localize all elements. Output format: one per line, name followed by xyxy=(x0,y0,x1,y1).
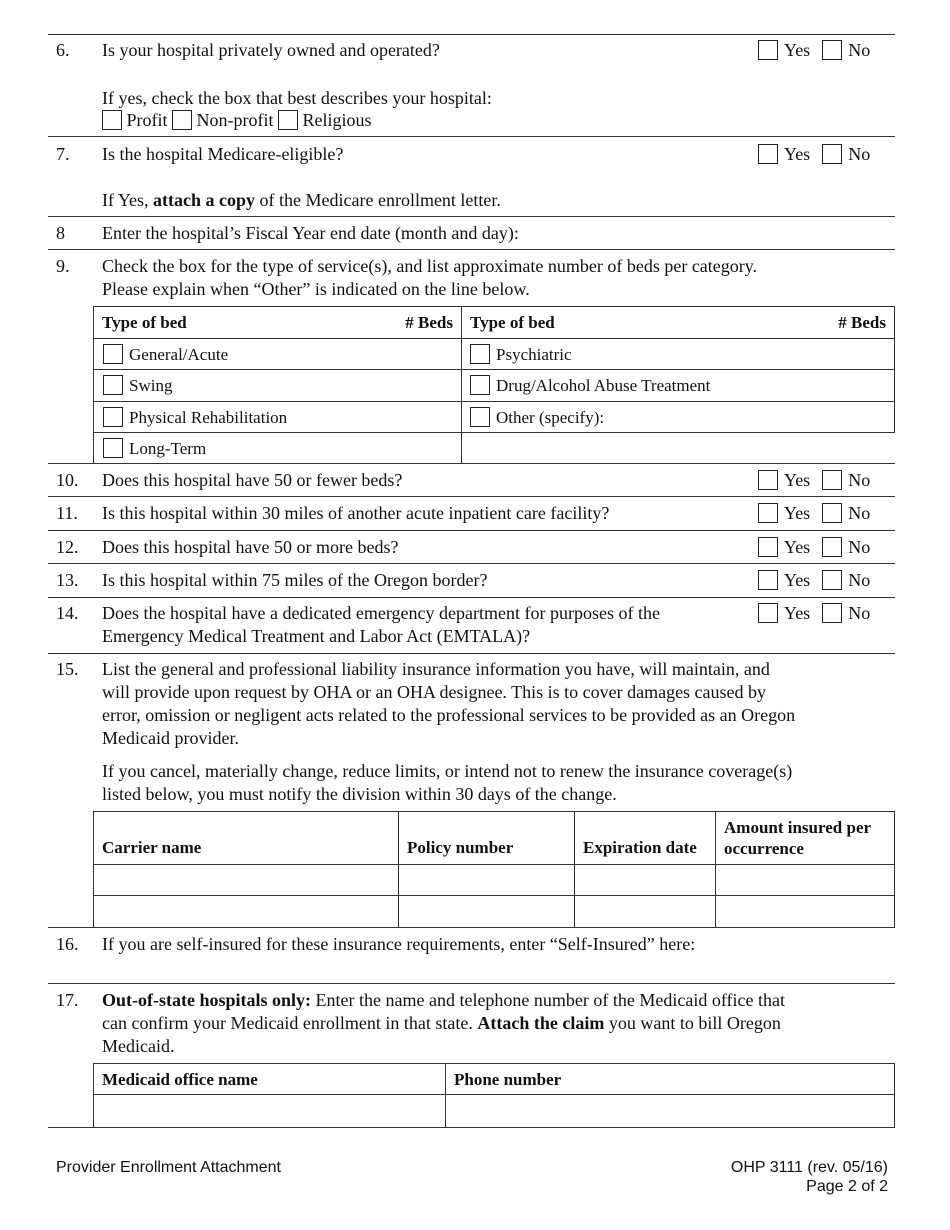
q12-yes-no xyxy=(758,536,870,559)
bed-row xyxy=(94,370,462,402)
divider xyxy=(48,927,895,928)
q13-number: 13. xyxy=(56,570,79,590)
q10-yes-checkbox[interactable] xyxy=(758,470,778,490)
long-term-checkbox[interactable] xyxy=(103,438,123,458)
q11-number: 11. xyxy=(56,503,78,523)
q12-question: Does this hospital have 50 or more beds? xyxy=(102,537,399,557)
other-checkbox[interactable] xyxy=(470,407,490,427)
q12-no-checkbox[interactable] xyxy=(822,537,842,557)
q8-question: Enter the hospital’s Fiscal Year end date (month and day): xyxy=(102,223,519,243)
q17-bold1: Out-of-state hospitals only: xyxy=(102,990,312,1010)
q10-number: 10. xyxy=(56,470,79,490)
bed-type-label: Drug/Alcohol Abuse Treatment xyxy=(496,376,711,395)
divider xyxy=(48,463,895,464)
q7-question: Is the hospital Medicare-eligible? xyxy=(102,144,344,164)
expiration-date-cell[interactable] xyxy=(575,865,716,896)
q6-no-checkbox[interactable] xyxy=(822,40,842,60)
q17-text1: Enter the name and telephone number of the Medicaid office that xyxy=(311,990,786,1010)
medicaid-office-name-cell[interactable] xyxy=(94,1095,446,1128)
psychiatric-checkbox[interactable] xyxy=(470,344,490,364)
yes-label: Yes xyxy=(784,537,811,557)
q6-options xyxy=(102,109,372,132)
bed-type-table xyxy=(93,306,895,464)
bed-row xyxy=(462,339,895,370)
q17-line2-pre: can confirm your Medicaid enrollment in that state. xyxy=(102,1013,478,1033)
q9-line1: Check the box for the type of service(s), and list approximate number of beds per category. xyxy=(102,256,758,276)
no-label: No xyxy=(848,470,871,490)
q15-para2-line2: listed below, you must notify the division within 30 days of the change. xyxy=(102,784,617,804)
amount-insured-cell[interactable] xyxy=(716,896,895,928)
q15-para1-line2: will provide upon request by OHA or an OHA designee. This is to cover damages caused by xyxy=(102,682,767,702)
policy-number-cell[interactable] xyxy=(399,896,575,928)
swing-checkbox[interactable] xyxy=(103,375,123,395)
q16-question: If you are self-insured for these insurance requirements, enter “Self-Insured” here: xyxy=(102,934,696,954)
no-label: No xyxy=(848,603,871,623)
q7-yes-checkbox[interactable] xyxy=(758,144,778,164)
general-acute-checkbox[interactable] xyxy=(103,344,123,364)
q10-yes-no xyxy=(758,469,870,492)
q17-bold2: Attach the claim xyxy=(477,1013,605,1033)
q6-yes-no xyxy=(758,39,870,62)
q16-number: 16. xyxy=(56,934,79,954)
religious-checkbox[interactable] xyxy=(278,110,298,130)
divider xyxy=(48,983,895,984)
beds-header: # Beds xyxy=(405,313,453,332)
divider-bottom xyxy=(48,1127,895,1128)
q9-number: 9. xyxy=(56,256,70,276)
divider xyxy=(48,136,895,137)
q14-number: 14. xyxy=(56,603,79,623)
amount-insured-header: Amount insured per occurrence xyxy=(716,812,895,865)
bed-row xyxy=(462,402,895,433)
q17-line3: Medicaid. xyxy=(102,1036,175,1056)
q12-yes-checkbox[interactable] xyxy=(758,537,778,557)
policy-number-header: Policy number xyxy=(399,812,575,865)
q11-no-checkbox[interactable] xyxy=(822,503,842,523)
phone-number-cell[interactable] xyxy=(446,1095,895,1128)
q13-yes-checkbox[interactable] xyxy=(758,570,778,590)
q7-subtext xyxy=(102,189,501,212)
q6-number: 6. xyxy=(56,40,70,60)
divider xyxy=(48,597,895,598)
no-label: No xyxy=(848,537,871,557)
expiration-date-header: Expiration date xyxy=(575,812,716,865)
q6-yes-checkbox[interactable] xyxy=(758,40,778,60)
bed-type-label: Swing xyxy=(129,376,173,395)
no-label: No xyxy=(848,570,871,590)
yes-label: Yes xyxy=(784,470,811,490)
q17-line2-post: you want to bill Oregon xyxy=(604,1013,781,1033)
q15-number: 15. xyxy=(56,659,79,679)
q7-sub-post: of the Medicare enrollment letter. xyxy=(255,190,501,210)
yes-label: Yes xyxy=(784,503,811,523)
q6-subquestion: If yes, check the box that best describes your hospital: xyxy=(102,88,492,108)
footer-left: Provider Enrollment Attachment xyxy=(56,1159,281,1176)
carrier-name-cell[interactable] xyxy=(94,896,399,928)
q11-question: Is this hospital within 30 miles of another acute inpatient care facility? xyxy=(102,503,610,523)
footer-form-number: OHP 3111 (rev. 05/16) xyxy=(730,1159,888,1176)
bed-row-empty xyxy=(462,433,895,464)
q15-para2-line1: If you cancel, materially change, reduce limits, or intend not to renew the insurance coverage(s) xyxy=(102,761,793,781)
q17-number: 17. xyxy=(56,990,79,1010)
q13-yes-no xyxy=(758,569,870,592)
q17-line2 xyxy=(102,1012,781,1035)
q13-no-checkbox[interactable] xyxy=(822,570,842,590)
bed-header-left xyxy=(94,307,462,339)
q11-yes-checkbox[interactable] xyxy=(758,503,778,523)
phone-number-header: Phone number xyxy=(446,1064,895,1095)
divider xyxy=(48,530,895,531)
bed-row xyxy=(94,433,462,464)
q7-no-checkbox[interactable] xyxy=(822,144,842,164)
bed-type-label: Psychiatric xyxy=(496,344,572,364)
yes-label: Yes xyxy=(784,603,811,623)
q10-no-checkbox[interactable] xyxy=(822,470,842,490)
footer-page-number: Page 2 of 2 xyxy=(806,1178,888,1195)
carrier-name-header: Carrier name xyxy=(94,812,399,865)
divider xyxy=(48,249,895,250)
q7-sub-bold: attach a copy xyxy=(153,190,256,210)
q7-sub-pre: If Yes, xyxy=(102,190,154,210)
q6-question: Is your hospital privately owned and operated? xyxy=(102,40,440,60)
yes-label: Yes xyxy=(784,144,811,164)
q14-line1: Does the hospital have a dedicated emergency department for purposes of the xyxy=(102,603,660,623)
q14-yes-no xyxy=(758,602,870,625)
medicaid-office-table xyxy=(93,1063,895,1128)
bed-row xyxy=(94,339,462,370)
q10-question: Does this hospital have 50 or fewer beds? xyxy=(102,470,403,490)
profit-label: Profit xyxy=(126,110,168,130)
expiration-date-cell[interactable] xyxy=(575,896,716,928)
q14-yes-checkbox[interactable] xyxy=(758,603,778,623)
q15-para1-line3: error, omission or negligent acts related to the professional services to be provided as an Oregon xyxy=(102,705,796,725)
insurance-table xyxy=(93,811,895,928)
bed-type-label: General/Acute xyxy=(129,344,229,364)
q13-question: Is this hospital within 75 miles of the Oregon border? xyxy=(102,570,488,590)
q11-yes-no xyxy=(758,502,870,525)
medicaid-office-name-header: Medicaid office name xyxy=(94,1064,446,1095)
no-label: No xyxy=(848,144,871,164)
divider xyxy=(48,563,895,564)
bed-type-label: Other (specify): xyxy=(496,407,605,427)
bed-header-right xyxy=(462,307,895,339)
q7-number: 7. xyxy=(56,144,70,164)
divider xyxy=(48,216,895,217)
no-label: No xyxy=(848,503,871,523)
q12-number: 12. xyxy=(56,537,79,557)
yes-label: Yes xyxy=(784,40,811,60)
bed-row xyxy=(94,402,462,433)
divider xyxy=(48,653,895,654)
type-of-bed-header: Type of bed xyxy=(102,313,187,332)
profit-checkbox[interactable] xyxy=(102,110,122,130)
q7-yes-no xyxy=(758,143,870,166)
beds-header: # Beds xyxy=(838,313,886,332)
q14-no-checkbox[interactable] xyxy=(822,603,842,623)
religious-label: Religious xyxy=(302,110,372,130)
non-profit-checkbox[interactable] xyxy=(172,110,192,130)
divider-top xyxy=(48,34,895,35)
physical-rehab-checkbox[interactable] xyxy=(103,407,123,427)
q17-line1 xyxy=(102,989,785,1012)
drug-alcohol-checkbox[interactable] xyxy=(470,375,490,395)
amount-insured-cell[interactable] xyxy=(716,865,895,896)
no-label: No xyxy=(848,40,871,60)
q9-line2: Please explain when “Other” is indicated on the line below. xyxy=(102,279,530,299)
carrier-name-cell[interactable] xyxy=(94,865,399,896)
non-profit-label: Non-profit xyxy=(196,110,274,130)
q15-para1-line1: List the general and professional liability insurance information you have, will maintain, and xyxy=(102,659,770,679)
q14-line2: Emergency Medical Treatment and Labor Act (EMTALA)? xyxy=(102,626,531,646)
q15-para1-line4: Medicaid provider. xyxy=(102,728,239,748)
divider xyxy=(48,496,895,497)
q8-number: 8 xyxy=(56,223,65,243)
bed-type-label: Physical Rehabilitation xyxy=(129,407,288,427)
bed-row xyxy=(462,370,895,402)
policy-number-cell[interactable] xyxy=(399,865,575,896)
type-of-bed-header: Type of bed xyxy=(470,313,555,332)
bed-type-label: Long-Term xyxy=(129,438,207,458)
yes-label: Yes xyxy=(784,570,811,590)
